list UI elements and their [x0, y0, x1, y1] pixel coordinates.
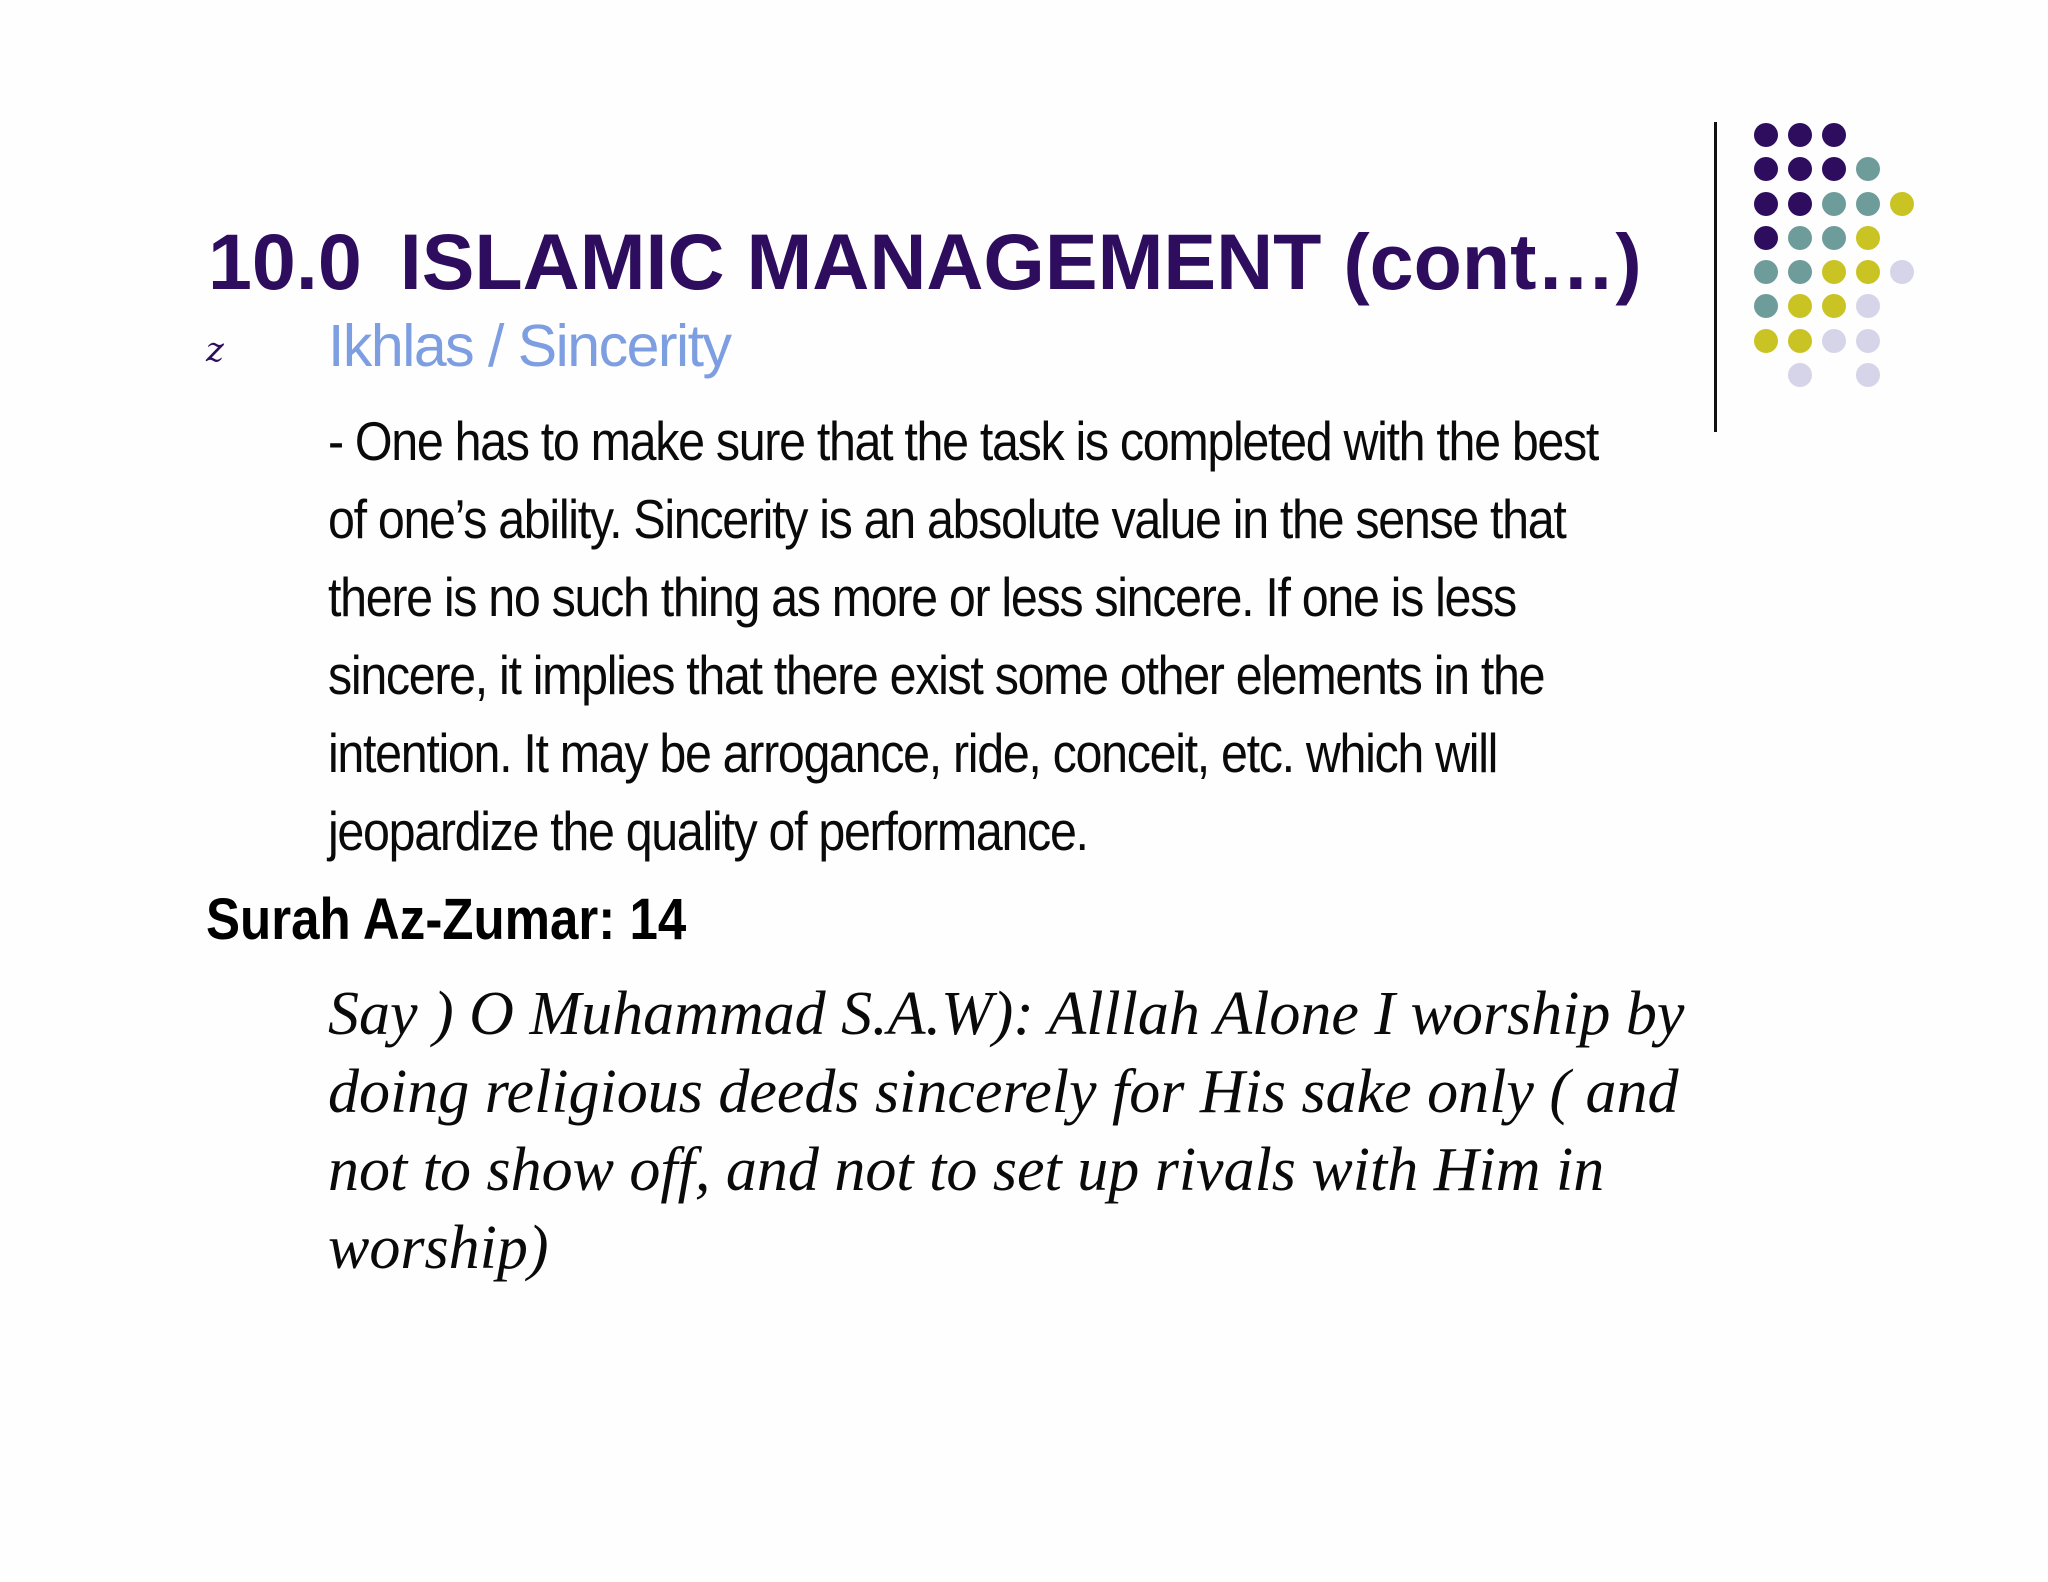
decorative-dot — [1822, 329, 1846, 353]
decorative-dot — [1822, 157, 1846, 181]
decorative-dot — [1856, 294, 1880, 318]
slide-title — [208, 214, 1642, 310]
quote-line: not to show off, and not to set up rivals with Him in — [328, 1136, 1605, 1204]
decorative-dot — [1822, 123, 1846, 147]
paragraph-line: - One has to make sure that the task is completed with the best — [328, 410, 1599, 472]
subheading: Ikhlas / Sincerity — [328, 313, 731, 379]
decorative-dot — [1788, 294, 1812, 318]
bullet-icon: z — [206, 330, 224, 370]
quote-line: Say ) O Muhammad S.A.W): Alllah Alone I worship by — [328, 980, 1685, 1048]
decorative-dot — [1890, 260, 1914, 284]
title-text: ISLAMIC MANAGEMENT (cont…) — [399, 217, 1642, 306]
quote-line: worship) — [328, 1214, 549, 1282]
decorative-dot — [1788, 329, 1812, 353]
paragraph-line: sincere, it implies that there exist some other elements in the — [328, 644, 1545, 706]
quote-text — [328, 975, 1684, 1287]
decorative-dot — [1856, 157, 1880, 181]
decorative-dot — [1788, 192, 1812, 216]
decorative-dot — [1856, 329, 1880, 353]
decorative-dot — [1754, 192, 1778, 216]
decorative-dot — [1788, 260, 1812, 284]
paragraph-line: jeopardize the quality of performance. — [328, 800, 1088, 862]
decorative-dot — [1754, 226, 1778, 250]
decorative-dot — [1754, 294, 1778, 318]
decorative-dot — [1856, 363, 1880, 387]
decorative-dot — [1788, 157, 1812, 181]
decorative-dot — [1754, 329, 1778, 353]
decorative-divider — [1714, 122, 1717, 432]
surah-heading: Surah Az-Zumar: 14 — [206, 887, 687, 952]
paragraph-line: there is no such thing as more or less sincere. If one is less — [328, 566, 1516, 628]
decorative-dot — [1788, 363, 1812, 387]
decorative-dot — [1890, 192, 1914, 216]
paragraph-line: of one’s ability. Sincerity is an absolute value in the sense that — [328, 488, 1566, 550]
decorative-dot — [1754, 123, 1778, 147]
decorative-dot — [1788, 226, 1812, 250]
decorative-dot — [1822, 260, 1846, 284]
body-paragraph — [328, 402, 1838, 870]
title-number: 10.0 — [208, 217, 362, 306]
decorative-dot — [1754, 157, 1778, 181]
decorative-dot — [1822, 192, 1846, 216]
quote-line: doing religious deeds sincerely for His sake only ( and — [328, 1058, 1679, 1126]
decorative-dot — [1856, 260, 1880, 284]
decorative-dot — [1856, 226, 1880, 250]
decorative-dot — [1822, 226, 1846, 250]
decorative-dot — [1754, 260, 1778, 284]
decorative-dot — [1856, 192, 1880, 216]
paragraph-line: intention. It may be arrogance, ride, conceit, etc. which will — [328, 722, 1498, 784]
decorative-dot — [1788, 123, 1812, 147]
decorative-dot — [1822, 294, 1846, 318]
